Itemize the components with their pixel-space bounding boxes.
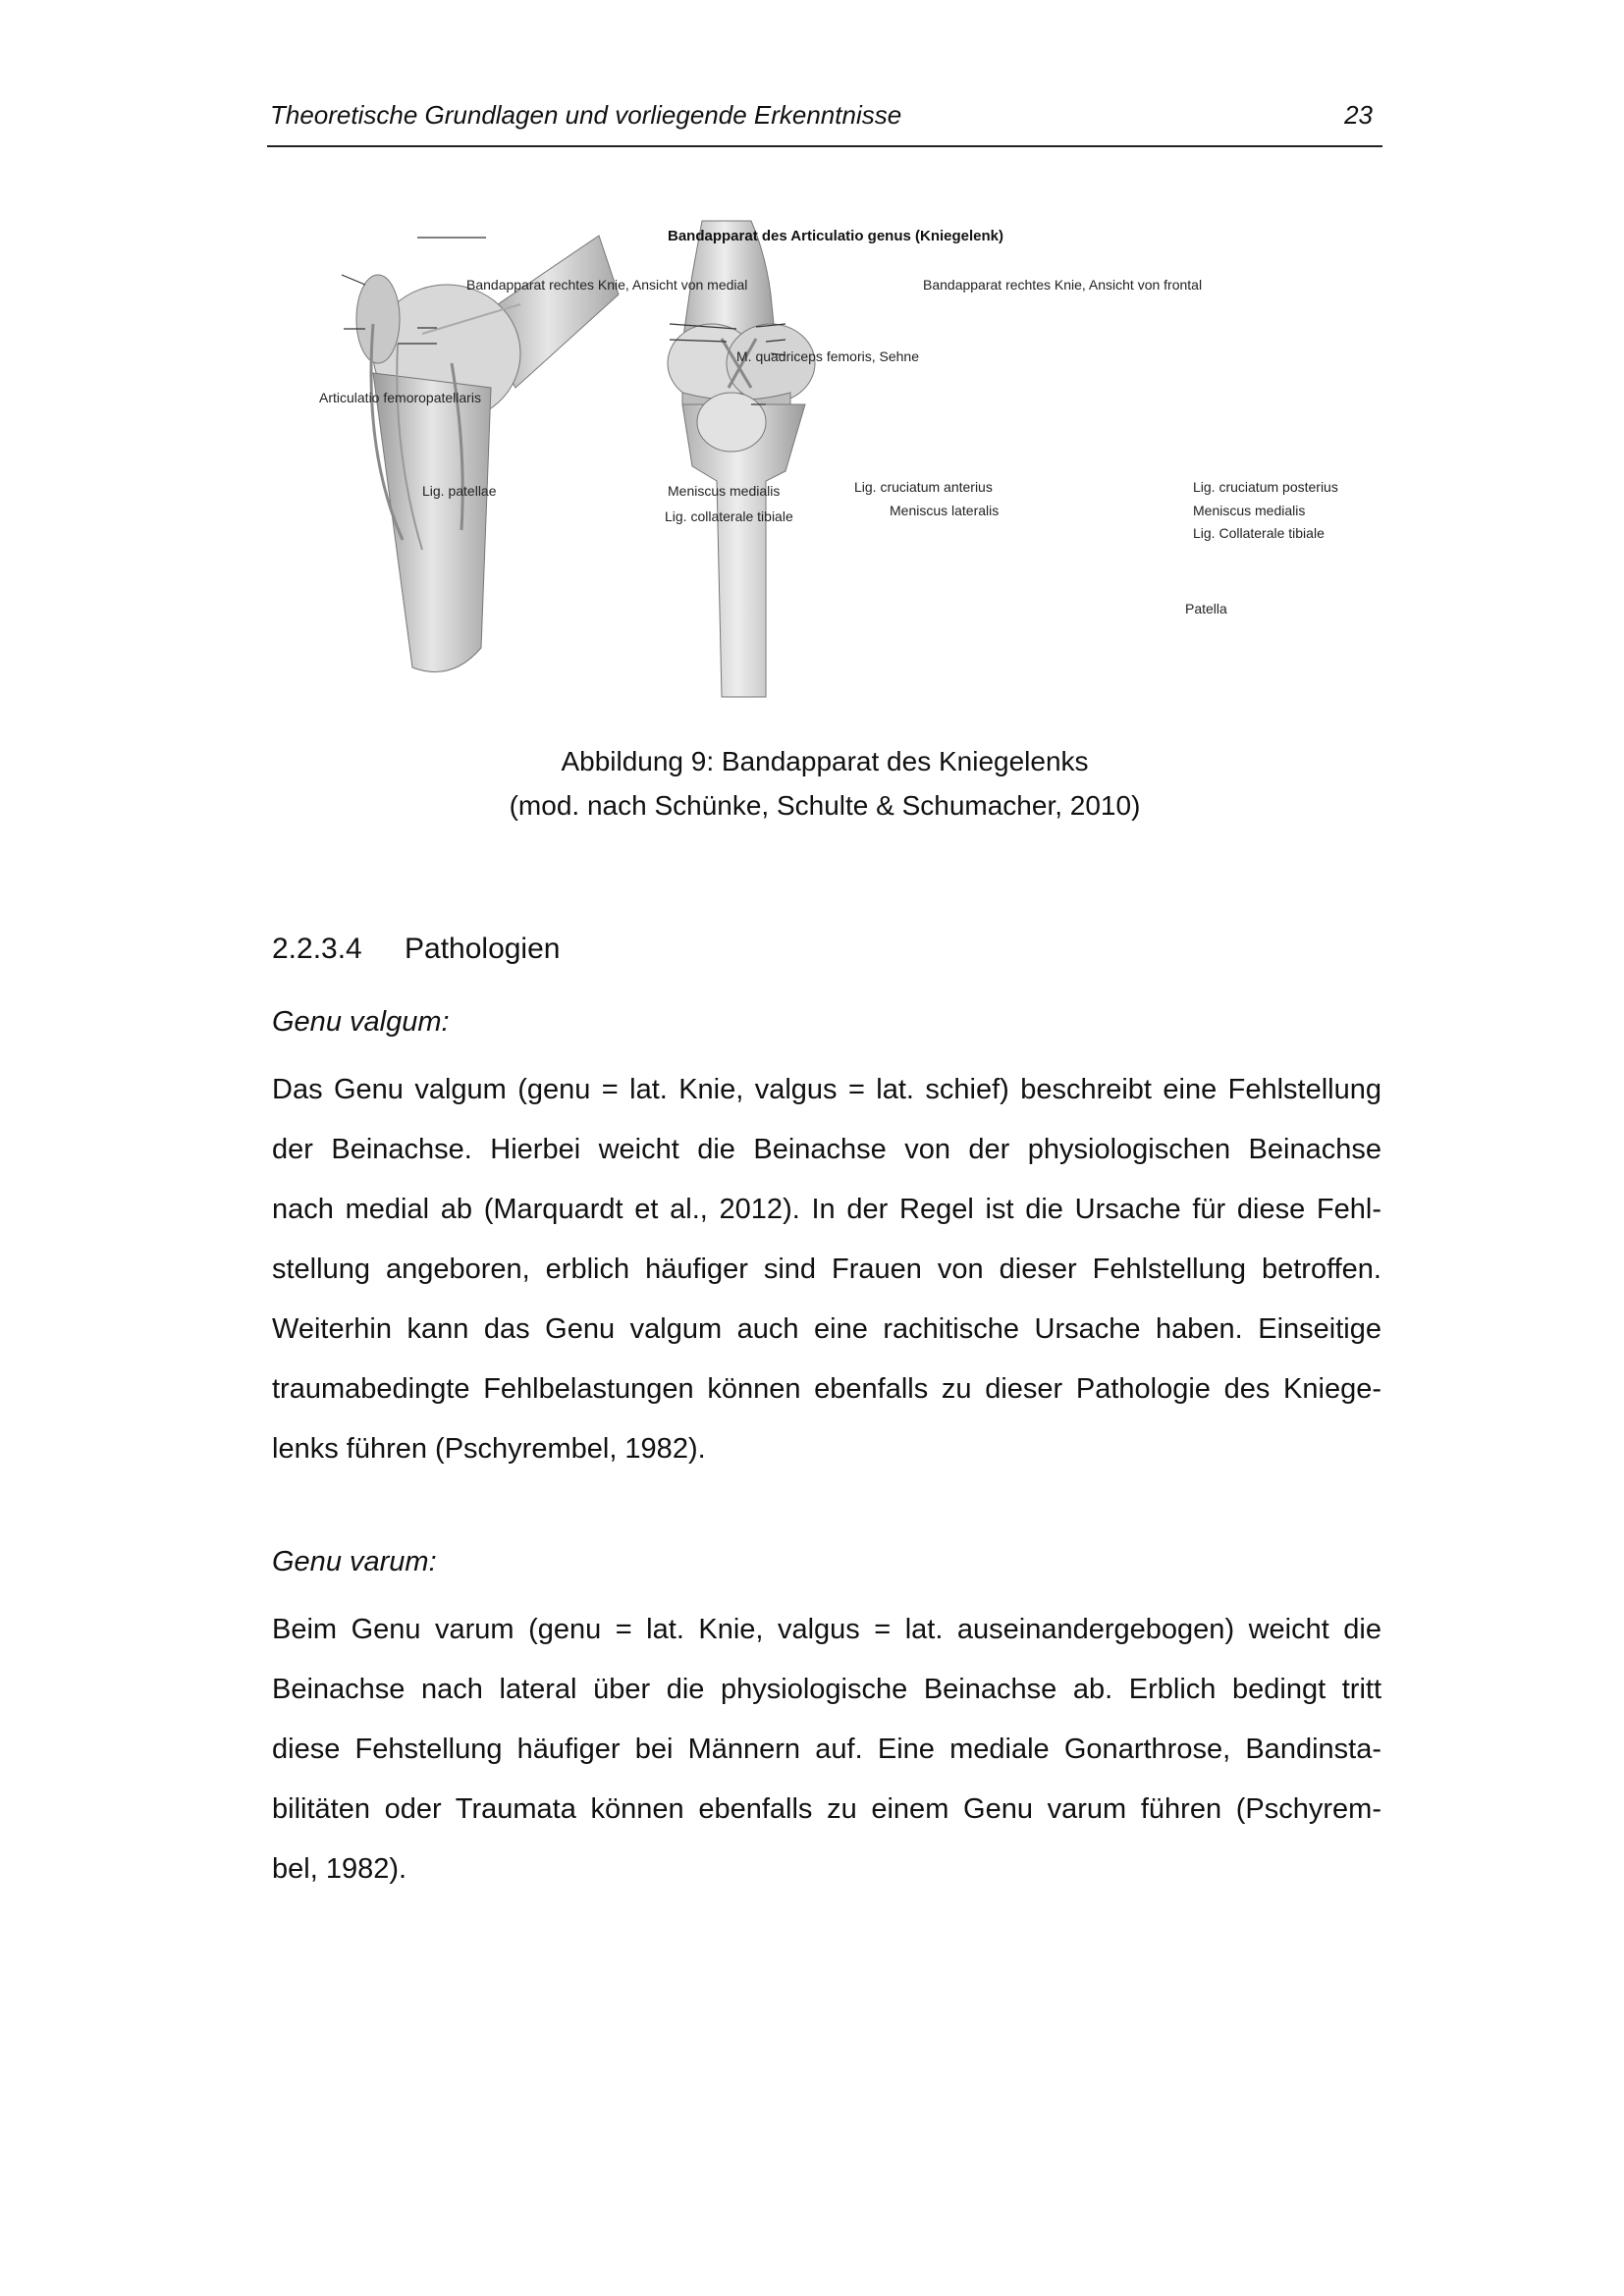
- paragraph-line: diese Fehstellung häufiger bei Männern auf. Eine mediale Gonarthrose, Bandinsta-: [272, 1734, 1381, 1765]
- label-meniscus-lateralis: Meniscus lateralis: [890, 503, 1000, 518]
- figure-right-subtitle: Bandapparat rechtes Knie, Ansicht von frontal: [923, 277, 1203, 293]
- section-heading: [272, 933, 560, 966]
- label-lig-patellae: Lig. patellae: [422, 483, 497, 499]
- paragraph-line: Beinachse nach lateral über die physiologische Beinachse ab. Erblich bedingt tritt: [272, 1674, 1381, 1705]
- genu-varum-paragraph: [272, 1600, 1381, 1899]
- label-meniscus-medialis-right: Meniscus medialis: [1193, 503, 1306, 518]
- label-cruciatum-posterius: Lig. cruciatum posterius: [1193, 479, 1338, 495]
- paragraph-line: Weiterhin kann das Genu valgum auch eine rachitische Ursache haben. Einseitige: [272, 1313, 1381, 1345]
- paragraph-line: der Beinachse. Hierbei weicht die Beinachse von der physiologischen Beinachse: [272, 1134, 1381, 1165]
- label-lig-collaterale-left: Lig. collaterale tibiale: [665, 508, 793, 524]
- figure-title: Bandapparat des Articulatio genus (Kniegelenk): [668, 228, 1004, 244]
- paragraph-line: Beim Genu varum (genu = lat. Knie, valgus = lat. auseinandergebogen) weicht die: [272, 1614, 1381, 1645]
- page-number: 23: [1344, 100, 1373, 130]
- genu-valgum-heading: Genu valgum:: [272, 1006, 450, 1038]
- label-femoropatellaris: Articulatio femoropatellaris: [319, 390, 481, 405]
- genu-valgum-paragraph: [272, 1060, 1381, 1479]
- paragraph-line: lenks führen (Pschyrembel, 1982).: [272, 1433, 706, 1465]
- label-meniscus-medialis-left: Meniscus medialis: [668, 483, 781, 499]
- figure-caption-line1: Abbildung 9: Bandapparat des Kniegelenks: [561, 746, 1089, 776]
- running-title: Theoretische Grundlagen und vorliegende Erkenntnisse: [270, 100, 902, 130]
- figure-caption-line2: (mod. nach Schünke, Schulte & Schumacher, 2010): [509, 790, 1141, 821]
- paragraph-line: stellung angeboren, erblich häufiger sind Frauen von dieser Fehlstellung betroffen.: [272, 1254, 1381, 1285]
- figure-left-subtitle: Bandapparat rechtes Knie, Ansicht von medial: [466, 277, 748, 293]
- paragraph-line: traumabedingte Fehlbelastungen können ebenfalls zu dieser Pathologie des Kniege-: [272, 1373, 1381, 1405]
- section-number: 2.2.3.4: [272, 933, 362, 965]
- running-header: [267, 96, 1382, 147]
- paragraph-line: bel, 1982).: [272, 1853, 407, 1885]
- knee-ligament-figure: [304, 216, 1345, 746]
- section-title: Pathologien: [405, 933, 561, 965]
- label-cruciatum-anterius: Lig. cruciatum anterius: [854, 479, 993, 495]
- paragraph-line: nach medial ab (Marquardt et al., 2012). In der Regel ist die Ursache für diese Fehl-: [272, 1194, 1381, 1225]
- label-collaterale-tibiale-right: Lig. Collaterale tibiale: [1193, 525, 1325, 541]
- paragraph-line: Das Genu valgum (genu = lat. Knie, valgus = lat. schief) beschreibt eine Fehlstellung: [272, 1074, 1381, 1105]
- medial-knee-drawing: [356, 236, 619, 672]
- knee-illustration: [304, 216, 1345, 746]
- paragraph-line: bilitäten oder Traumata können ebenfalls zu einem Genu varum führen (Pschyrem-: [272, 1793, 1381, 1825]
- genu-varum-heading: Genu varum:: [272, 1546, 437, 1577]
- label-patella: Patella: [1185, 601, 1227, 616]
- label-quadriceps: M. quadriceps femoris, Sehne: [736, 348, 919, 364]
